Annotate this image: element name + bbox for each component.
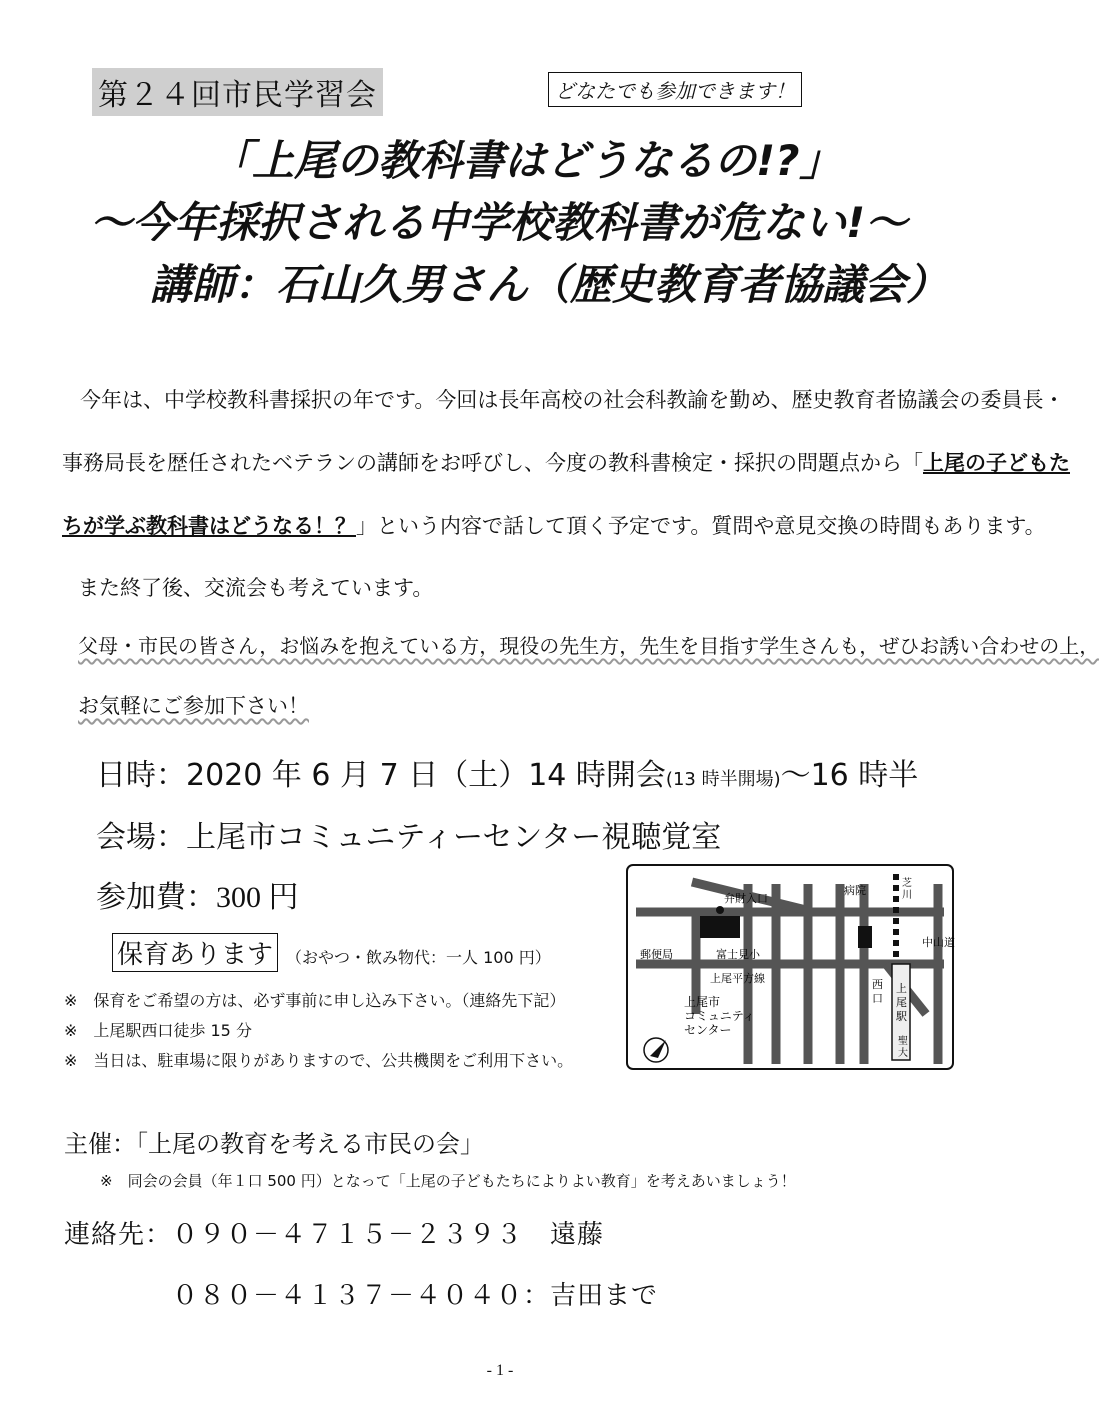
body-line-2	[62, 447, 1070, 477]
map-station-3: 駅	[896, 1010, 907, 1023]
map-center-3: センター	[684, 1023, 732, 1037]
body-line-2-text: 事務局長を歴任されたベテランの講師をお呼びし、今度の教科書検定・採択の問題点から「	[62, 451, 923, 475]
map-nishiguchi-2: 口	[872, 992, 883, 1005]
map-nishiguchi-1: 西	[872, 978, 883, 991]
date-end: ～16 時半	[780, 758, 919, 793]
host-name: 「上尾の教育を考える市民の会」	[136, 1130, 484, 1158]
title-line-2: ～今年採択される中学校教科書が危ない!～	[90, 198, 908, 247]
venue-name: 上尾市コミュニティーセンター視聴覚室	[186, 820, 722, 855]
venue-row	[96, 812, 721, 856]
page-number: - 1 -	[486, 1362, 514, 1379]
childcare-note: （おやつ・飲み物代：一人 100 円）	[286, 948, 551, 967]
access-map	[626, 864, 954, 1070]
map-station-1: 上	[896, 982, 907, 995]
title-line-1: 「上尾の教科書はどうなるの!?」	[210, 136, 842, 185]
date-open: (13 時半開場)	[665, 769, 781, 790]
map-bentenguchi: 弁財入口	[724, 892, 768, 905]
map-hirakata: 上尾平方線	[710, 972, 765, 985]
fee-amount: 300 円	[216, 881, 299, 914]
contact-phone-1: ０９０－４７１５－２３９３ 遠藤	[172, 1220, 605, 1250]
map-center-1: 上尾市	[684, 995, 721, 1009]
body-line-4: また終了後、交流会も考えています。	[78, 576, 434, 600]
contact-row-1	[64, 1214, 604, 1251]
body-line-3-text: 」という内容で話して頂く予定です。質問や意見交換の時間もあります。	[356, 514, 1046, 538]
title-line-3: 講師：石山久男さん（歴史教育者協議会）	[150, 260, 949, 309]
note-3: ※ 当日は、駐車場に限りがありますので、公共機関をご利用下さい。	[64, 1051, 574, 1070]
map-fujimi: 富士見小	[716, 948, 760, 961]
date-row	[96, 750, 918, 794]
fee-row	[96, 872, 299, 916]
map-nakasendo: 中山道	[922, 936, 955, 949]
date-main: 2020 年 6 月 7 日（土）14 時開会	[186, 758, 666, 793]
map-station-2: 尾	[896, 996, 907, 1009]
date-label: 日時：	[96, 758, 186, 793]
note-2: ※ 上尾駅西口徒歩 15 分	[64, 1021, 252, 1040]
body-line-6: お気軽にご参加下さい！	[78, 694, 309, 718]
contact-phone-2: ０８０－４１３７－４０４０：吉田まで	[172, 1281, 659, 1311]
body-line-3	[62, 510, 1046, 540]
fee-label: 参加費：	[96, 880, 216, 915]
map-shibakawa-1: 芝	[902, 878, 912, 889]
map-university-2: 大	[898, 1048, 908, 1059]
map-shibakawa-2: 川	[902, 890, 912, 901]
map-post-office: 郵便局	[640, 948, 673, 961]
highlight-text-1: 上尾の子どもた	[923, 451, 1070, 475]
highlight-text-2: ちが学ぶ教科書はどうなる！？	[62, 514, 356, 538]
venue-label: 会場：	[96, 820, 186, 855]
body-line-5: 父母・市民の皆さん，お悩みを抱えている方，現役の先生方，先生を目指す学生さんも，ぜひお誘い合わせの上，	[78, 634, 1099, 658]
childcare-box: 保育あります	[112, 933, 278, 972]
note-1: ※ 保育をご希望の方は、必ず事前に申し込み下さい。（連絡先下記）	[64, 991, 566, 1010]
host-note: ※ 同会の会員（年１口 500 円）となって「上尾の子どもたちによりよい教育」を考えあいましょう！	[100, 1172, 796, 1190]
contact-label: 連絡先：	[64, 1220, 173, 1250]
map-center-2: コミュニティ	[684, 1009, 755, 1023]
body-line-1: 今年は、中学校教科書採択の年です。今回は長年高校の社会科教諭を勤め、歴史教育者協議会の委員長・	[80, 388, 1065, 412]
session-label: 第２４回市民学習会	[92, 68, 383, 116]
map-hospital: 病院	[844, 884, 866, 897]
host-row	[64, 1124, 484, 1159]
map-university-1: 聖	[898, 1036, 908, 1047]
anyone-welcome-box: どなたでも参加できます！	[548, 72, 802, 107]
host-label: 主催：	[64, 1130, 136, 1158]
